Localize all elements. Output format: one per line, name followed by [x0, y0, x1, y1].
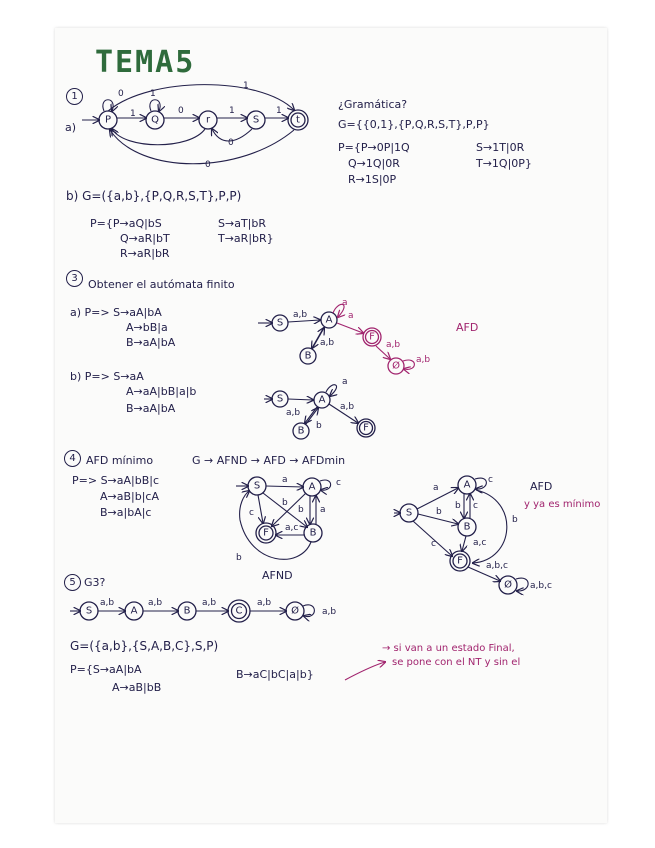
production-line: P=> S→aA|bB|c	[72, 474, 160, 487]
grammar-question: ¿Gramática?	[338, 98, 408, 111]
production-line: P={S→aA|bA	[70, 663, 142, 676]
production-line: b) P=> S→aA	[70, 370, 144, 383]
edge-label: b	[298, 505, 304, 515]
production-line: P={P→aQ|bS	[90, 217, 162, 230]
section-4-number: 4	[64, 450, 81, 467]
production-line: a) P=> S→aA|bA	[70, 306, 162, 319]
svg-text:S: S	[405, 507, 413, 519]
edge-label: a,b	[100, 598, 115, 608]
edge-label: 1	[243, 81, 249, 91]
svg-text:S: S	[276, 317, 284, 329]
edge-label: 0	[178, 106, 184, 116]
svg-text:A: A	[308, 481, 316, 493]
edge-label: a,b	[286, 408, 301, 418]
edge-label: a	[433, 483, 439, 493]
edge-label: a,b	[322, 607, 337, 617]
production-line: Q→1Q|0R	[348, 157, 400, 170]
section-3-number: 3	[66, 270, 83, 287]
note-line: se pone con el NT y sin el	[392, 657, 521, 668]
edge-label: b	[316, 421, 322, 431]
edge-label: a,c	[285, 523, 299, 533]
svg-text:F: F	[263, 527, 269, 539]
production-line: B→aA|bA	[126, 402, 176, 415]
edge-label: 0	[118, 89, 124, 99]
svg-text:A: A	[325, 314, 333, 326]
automaton-3a	[258, 298, 430, 374]
production-line: T→1Q|0P}	[476, 157, 532, 170]
svg-text:B: B	[309, 527, 317, 539]
grammar-b-definition: b) G=({a,b},{P,Q,R,S,T},P,P)	[66, 189, 242, 203]
automaton-4-afd	[394, 475, 552, 594]
production-line: S→1T|0R	[476, 141, 525, 154]
production-line: P={P→0P|1Q	[338, 141, 410, 154]
edge-label: 0	[205, 160, 211, 170]
edge-label: b	[236, 553, 242, 563]
edge-label: a,c	[473, 538, 487, 548]
svg-text:A: A	[130, 605, 138, 617]
grammar-definition: G={{0,1},{P,Q,R,S,T},P,P}	[338, 118, 490, 131]
section-1a-label: a)	[65, 121, 77, 134]
afd-label: AFD	[456, 321, 479, 334]
automaton-1a	[82, 81, 308, 170]
automaton-3b	[264, 377, 375, 439]
edge-label: c	[488, 475, 493, 485]
production-line: A→aB|bB	[112, 681, 162, 694]
edge-label: a	[282, 475, 288, 485]
svg-text:B: B	[183, 605, 191, 617]
edge-label: 0	[228, 138, 234, 148]
svg-text:C: C	[235, 605, 243, 617]
grammar-definition: G=({a,b},{S,A,B,C},S,P)	[70, 639, 219, 653]
edge-label: a	[348, 311, 354, 321]
edge-label: c	[336, 478, 341, 488]
note-arrow	[345, 662, 385, 680]
afd-label: AFD	[530, 480, 553, 493]
production-line: A→aA|bB|a|b	[126, 385, 197, 398]
page-title: TEMA5	[95, 45, 196, 80]
svg-text:B: B	[463, 521, 471, 533]
production-line: B→aA|bA	[126, 336, 176, 349]
afnd-label: AFND	[262, 569, 293, 582]
edge-label: a,b,c	[530, 581, 552, 591]
section-3-heading: Obtener el autómata finito	[88, 278, 235, 291]
edge-label: a,b	[340, 402, 355, 412]
edge-label: b	[455, 501, 461, 511]
svg-text:Ø: Ø	[392, 360, 400, 372]
svg-text:S: S	[252, 114, 260, 126]
production-line: B→a|bA|c	[100, 506, 152, 519]
automaton-4-afnd	[236, 475, 341, 563]
section-4-heading: AFD mínimo	[86, 454, 154, 467]
svg-text:Ø: Ø	[504, 579, 512, 591]
svg-text:t: t	[296, 114, 300, 126]
production-line: Q→aR|bT	[120, 232, 170, 245]
note-line: → si van a un estado Final,	[382, 643, 515, 654]
edge-label: a	[342, 377, 348, 387]
edge-label: 1	[229, 106, 235, 116]
edge-label: c	[431, 539, 436, 549]
svg-text:A: A	[463, 479, 471, 491]
edge-label: a,b	[386, 340, 401, 350]
svg-text:S: S	[85, 605, 93, 617]
edge-label: a,b	[148, 598, 163, 608]
edge-label: a,b,c	[486, 561, 508, 571]
edge-label: c	[249, 508, 254, 518]
edge-label: a,b	[416, 355, 431, 365]
edge-label: a,b	[293, 310, 308, 320]
automaton-5	[70, 598, 336, 622]
production-line: A→bB|a	[126, 321, 168, 334]
edge-label: b	[436, 507, 442, 517]
edge-label: 1	[150, 89, 156, 99]
svg-text:F: F	[363, 422, 369, 434]
svg-text:B: B	[304, 350, 312, 362]
svg-text:F: F	[457, 555, 463, 567]
production-line: A→aB|b|cA	[100, 490, 159, 503]
production-line: S→aT|bR	[218, 217, 266, 230]
edge-label: a,b	[320, 338, 335, 348]
production-line: R→aR|bR	[120, 247, 170, 260]
production-line: T→aR|bR}	[218, 232, 274, 245]
svg-text:Q: Q	[151, 114, 159, 126]
svg-text:Ø: Ø	[291, 605, 299, 617]
production-line: R→1S|0P	[348, 173, 397, 186]
section-1-number: 1	[66, 88, 83, 105]
conversion-chain: G → AFND → AFD → AFDmin	[192, 454, 346, 467]
edge-label: 1	[276, 106, 282, 116]
svg-text:F: F	[369, 331, 375, 343]
edge-label: 1	[130, 109, 136, 119]
svg-text:r: r	[205, 114, 211, 126]
svg-text:B: B	[297, 425, 305, 437]
production-line: B→aC|bC|a|b}	[236, 668, 314, 681]
edge-label: a,b	[257, 598, 272, 608]
svg-text:S: S	[253, 480, 261, 492]
svg-text:A: A	[318, 394, 326, 406]
edge-label: b	[282, 498, 288, 508]
edge-label: b	[512, 515, 518, 525]
edge-label: a	[320, 505, 326, 515]
section-5-number: 5	[64, 574, 81, 591]
edge-label: a,b	[202, 598, 217, 608]
edge-label: a	[342, 298, 348, 308]
edge-label: c	[473, 501, 478, 511]
svg-text:S: S	[276, 393, 284, 405]
minimum-note: y ya es mínimo	[524, 499, 601, 510]
svg-text:P: P	[104, 114, 112, 126]
section-5-heading: G3?	[84, 576, 106, 589]
